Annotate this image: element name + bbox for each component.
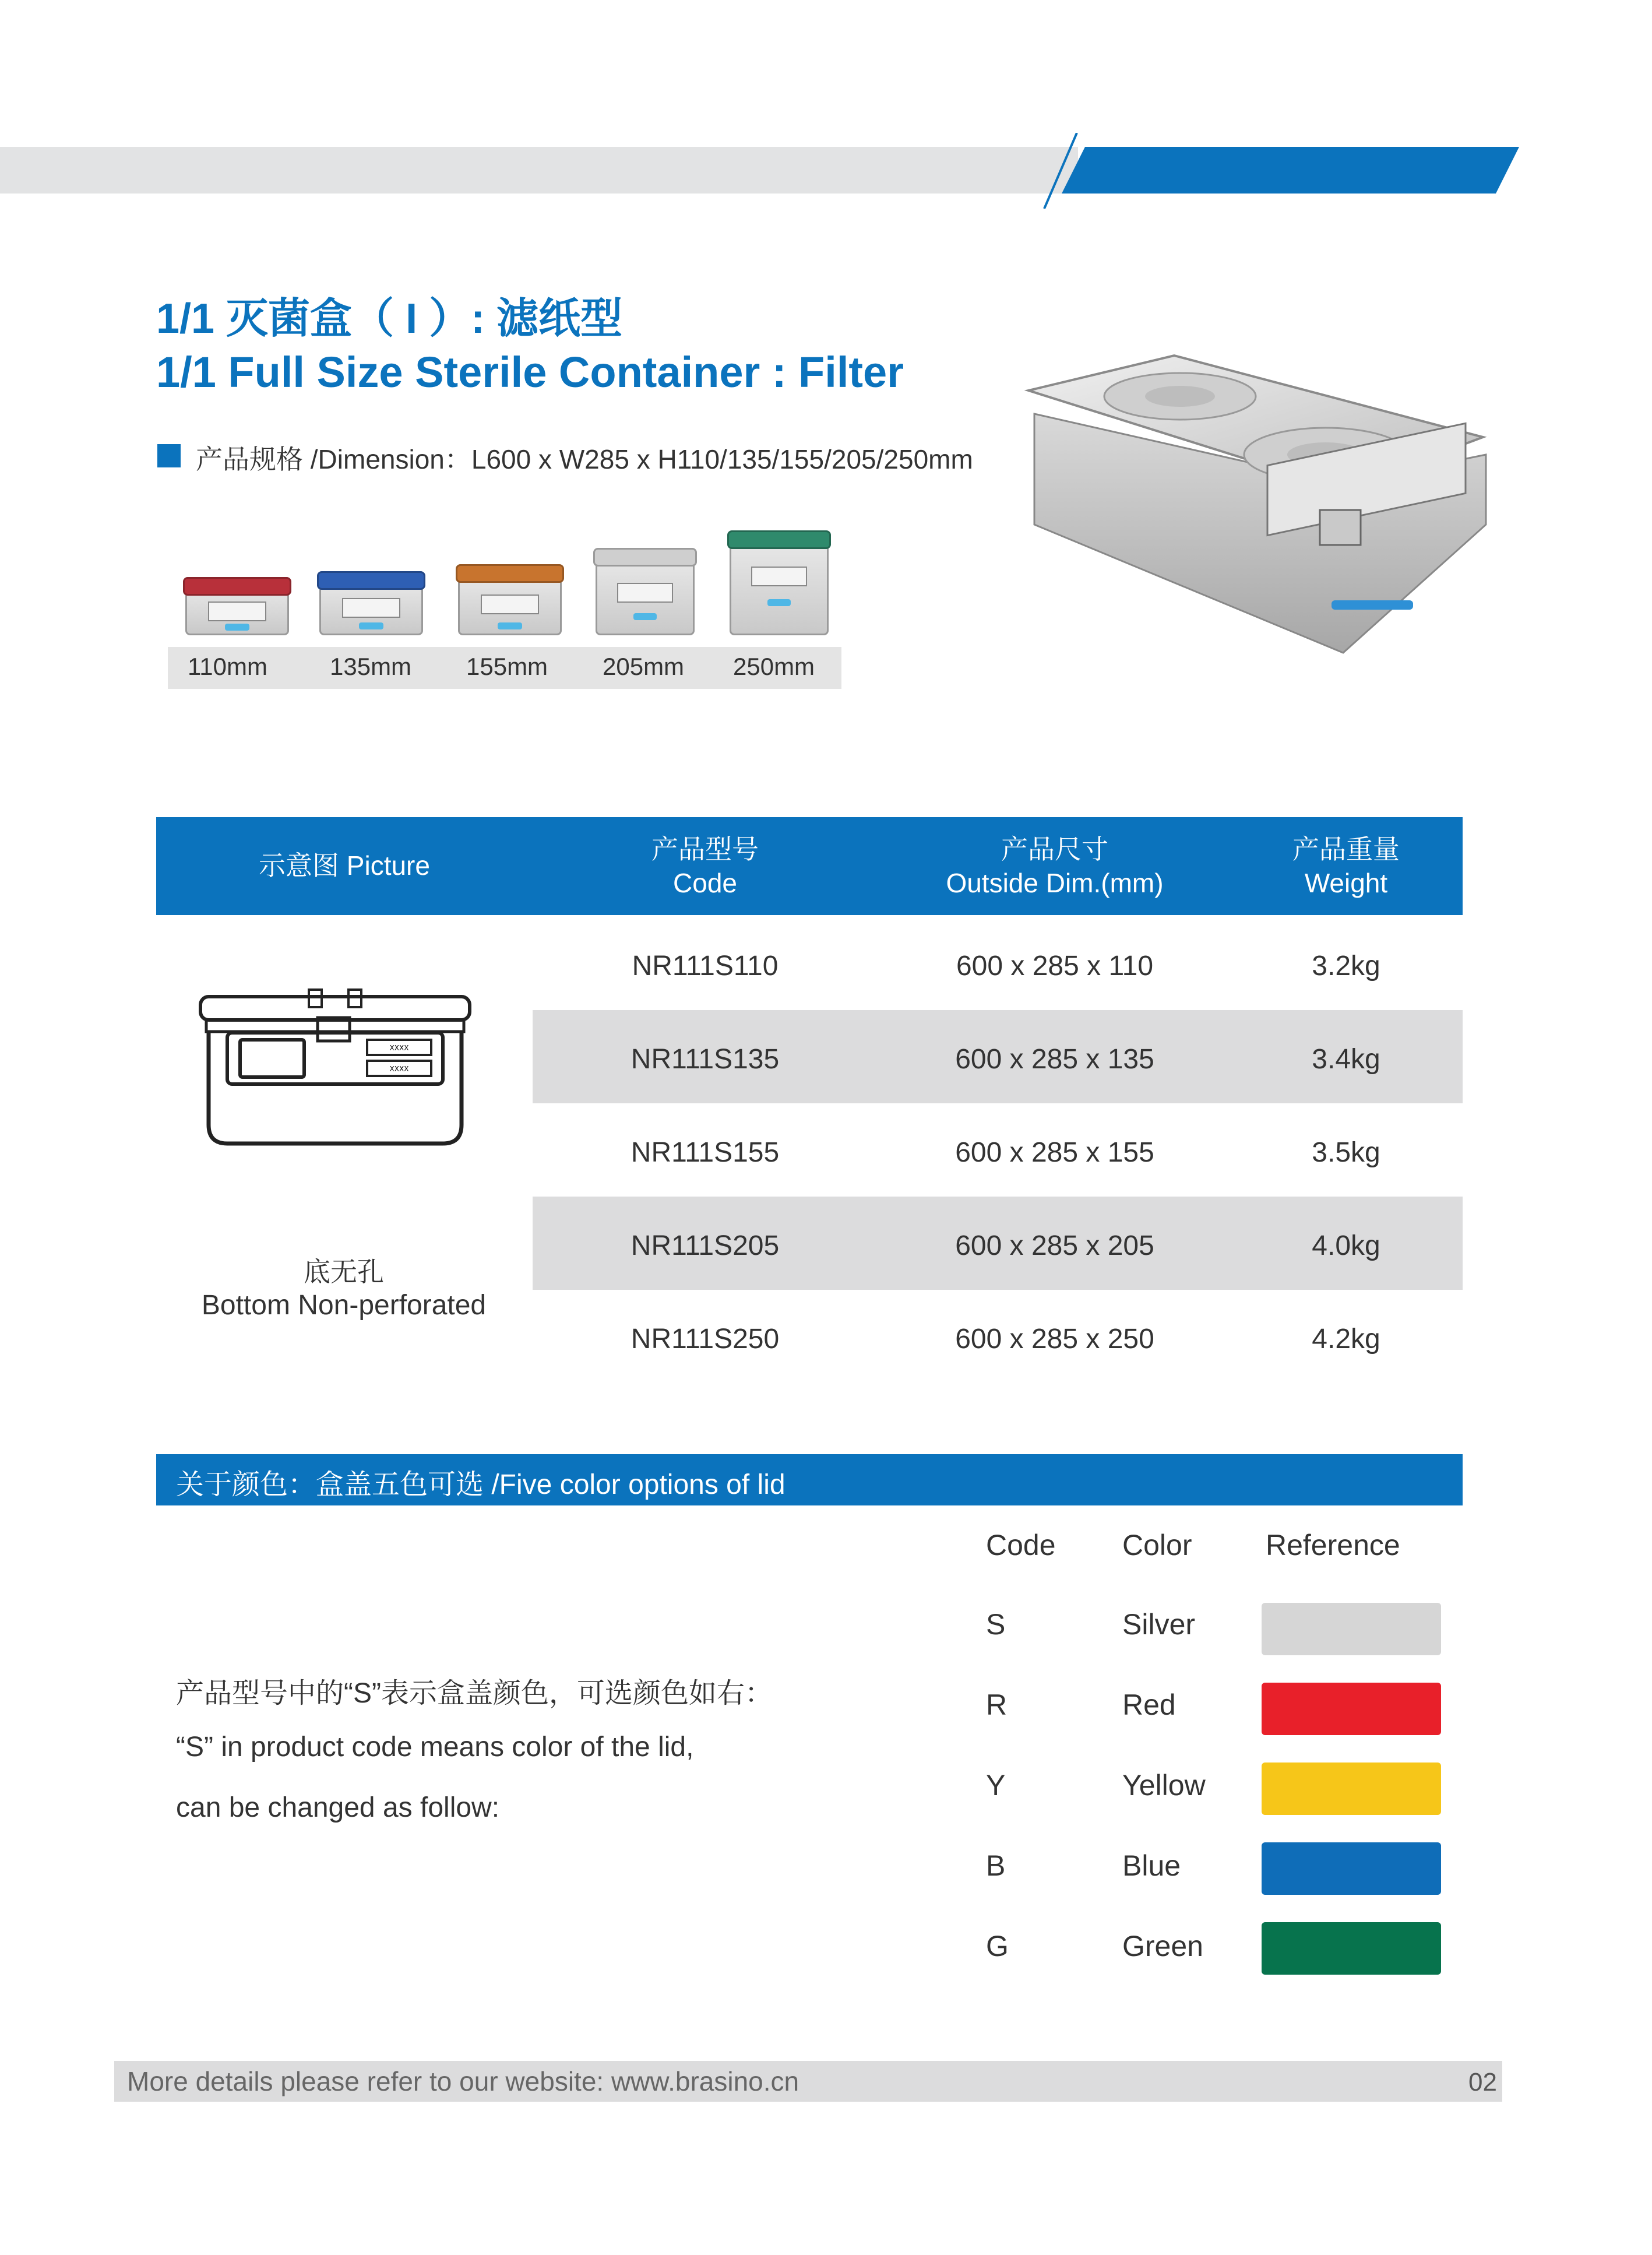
row5-weight: 4.2kg bbox=[1312, 1324, 1380, 1355]
color-name-silver: Silver bbox=[1122, 1608, 1196, 1641]
color-code-r: R bbox=[986, 1688, 1008, 1721]
color-code-g: G bbox=[986, 1930, 1009, 1962]
color-name-red: Red bbox=[1122, 1688, 1176, 1721]
row1-weight: 3.2kg bbox=[1312, 951, 1380, 981]
color-code-b: B bbox=[986, 1849, 1006, 1882]
container-line-drawing bbox=[198, 979, 472, 1154]
note-line-2: “S” in product code means color of the lid, bbox=[176, 1732, 694, 1763]
header-picture: 示意图 Picture bbox=[259, 850, 430, 881]
variant-thumbnail-110 bbox=[185, 577, 289, 635]
header-dim-en: Outside Dim.(mm) bbox=[946, 868, 1164, 898]
swatch-silver bbox=[1262, 1603, 1441, 1655]
color-header-color: Color bbox=[1122, 1529, 1192, 1561]
size-label-135: 135mm bbox=[330, 653, 412, 680]
color-options-title: 关于颜色：盒盖五色可选 /Five color options of lid bbox=[176, 1469, 786, 1500]
row1-code: NR111S110 bbox=[632, 951, 779, 981]
row3-code: NR111S155 bbox=[630, 1137, 780, 1168]
row4-code: NR111S205 bbox=[630, 1230, 780, 1261]
page-title-en: 1/1 Full Size Sterile Container : Filter bbox=[156, 348, 904, 396]
variant-thumbnail-250 bbox=[730, 530, 829, 635]
drawing-label-bottom: XXXX bbox=[389, 1065, 409, 1073]
swatch-yellow bbox=[1262, 1763, 1441, 1815]
color-header-code: Code bbox=[986, 1529, 1056, 1561]
size-label-155: 155mm bbox=[466, 653, 548, 680]
page-number: 02 bbox=[1468, 2068, 1497, 2096]
row4-weight: 4.0kg bbox=[1312, 1230, 1380, 1261]
row3-dim: 600 x 285 x 155 bbox=[955, 1137, 1154, 1168]
picture-caption-cn: 底无孔 bbox=[304, 1257, 384, 1287]
note-line-3: can be changed as follow: bbox=[176, 1792, 500, 1823]
picture-caption-en: Bottom Non-perforated bbox=[201, 1290, 487, 1321]
row4-dim: 600 x 285 x 205 bbox=[955, 1230, 1154, 1261]
header-code-en: Code bbox=[673, 868, 737, 898]
header-band-blue bbox=[1062, 147, 1519, 194]
color-name-blue: Blue bbox=[1122, 1849, 1181, 1882]
variant-thumbnail-155 bbox=[458, 564, 562, 635]
variant-thumbnail-205 bbox=[596, 548, 695, 635]
header-band-gray bbox=[0, 147, 1078, 194]
row5-dim: 600 x 285 x 250 bbox=[955, 1324, 1154, 1355]
color-header-reference: Reference bbox=[1266, 1529, 1400, 1561]
size-label-205: 205mm bbox=[603, 653, 685, 680]
product-photo bbox=[1017, 350, 1489, 664]
swatch-blue bbox=[1262, 1842, 1441, 1895]
header-weight-cn: 产品重量 bbox=[1292, 834, 1400, 864]
drawing-label-top: XXXX bbox=[389, 1044, 409, 1052]
row2-dim: 600 x 285 x 135 bbox=[955, 1044, 1154, 1075]
row5-code: NR111S250 bbox=[630, 1324, 780, 1355]
dimension-bullet bbox=[157, 444, 181, 467]
swatch-red bbox=[1262, 1683, 1441, 1735]
variant-thumbnail-135 bbox=[319, 571, 423, 635]
page-title-cn: 1/1 灭菌盒（ I ）: 滤纸型 bbox=[156, 295, 623, 342]
row3-weight: 3.5kg bbox=[1312, 1137, 1380, 1168]
row1-dim: 600 x 285 x 110 bbox=[956, 951, 1154, 981]
size-label-250: 250mm bbox=[733, 653, 815, 680]
color-code-s: S bbox=[986, 1608, 1006, 1641]
footer-website-text: More details please refer to our website: www.brasino.cn bbox=[127, 2066, 799, 2096]
color-code-y: Y bbox=[986, 1769, 1006, 1802]
swatch-green bbox=[1262, 1922, 1441, 1975]
header-code-cn: 产品型号 bbox=[651, 834, 759, 864]
dimension-text: 产品规格 /Dimension：L600 x W285 x H110/135/155/205/250mm bbox=[196, 444, 973, 474]
note-line-1: 产品型号中的“S”表示盒盖颜色，可选颜色如右： bbox=[176, 1678, 773, 1709]
row2-weight: 3.4kg bbox=[1312, 1044, 1380, 1075]
color-name-green: Green bbox=[1122, 1930, 1203, 1962]
color-name-yellow: Yellow bbox=[1122, 1769, 1206, 1802]
header-dim-cn: 产品尺寸 bbox=[1001, 834, 1108, 864]
row2-code: NR111S135 bbox=[630, 1044, 780, 1075]
header-weight-en: Weight bbox=[1304, 868, 1388, 898]
size-label-110: 110mm bbox=[188, 653, 267, 680]
